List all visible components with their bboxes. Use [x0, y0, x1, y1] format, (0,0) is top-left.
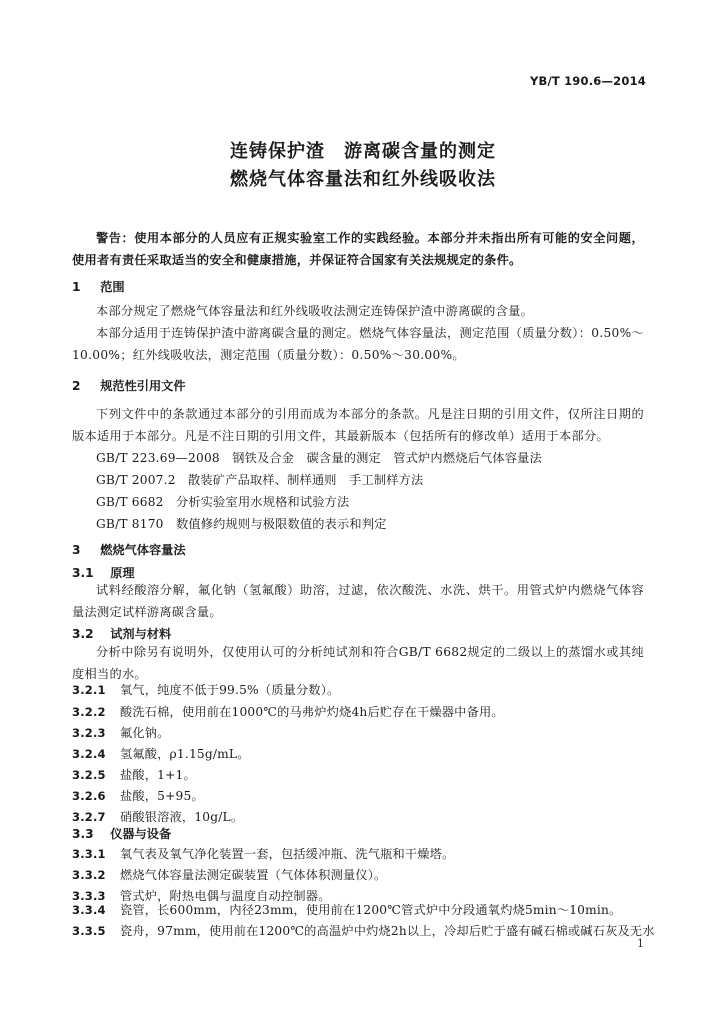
document-title-line-1: 连铸保护渣 游离碳含量的测定	[230, 141, 496, 162]
reagent-item	[72, 681, 339, 698]
reference-item: GB/T 8170 数值修约规则与极限数值的表示和判定	[96, 517, 387, 531]
subsection-number: 3.3	[72, 827, 94, 841]
item-number: 3.2.5	[72, 768, 106, 782]
item-text: 管式炉，附热电偶与温度自动控制器。	[120, 889, 331, 903]
section-number: 3	[72, 543, 81, 557]
section-number: 1	[72, 280, 81, 294]
item-number: 3.2.2	[72, 705, 106, 719]
reagent-item	[72, 787, 204, 804]
subsection-number: 3.1	[72, 566, 94, 580]
item-number: 3.2.6	[72, 789, 106, 803]
subsection-title: 原理	[110, 566, 135, 580]
item-text: 瓷管，长600mm，内径23mm，使用前在1200℃管式炉中分段通氧灼烧5min～10min。	[120, 903, 622, 917]
item-text: 氧气，纯度不低于99.5%（质量分数）。	[120, 683, 340, 697]
section-title: 燃烧气体容量法	[100, 543, 186, 557]
reagent-item	[72, 766, 196, 783]
scope-paragraph-1: 本部分规定了燃烧气体容量法和红外线吸收法测定连铸保护渣中游离碳的含量。	[96, 304, 534, 318]
item-text: 氢氟酸，ρ1.15g/mL。	[120, 747, 250, 761]
section-heading-1	[72, 278, 125, 295]
item-text: 盐酸，5+95。	[120, 789, 204, 803]
item-number: 3.3.4	[72, 903, 106, 917]
item-text: 瓷舟，97mm，使用前在1200℃的高温炉中灼烧2h以上，冷却后贮于盛有碱石棉或碱石灰及无水	[120, 924, 655, 938]
principle-paragraph: 试料经酸溶分解，氟化钠（氢氟酸）助溶，过滤，依次酸洗、水洗、烘干。用管式炉内燃烧气体容量法测定试样游离碳含量。	[72, 583, 644, 619]
item-text: 氧气表及氧气净化装置一套，包括缓冲瓶、洗气瓶和干燥塔。	[120, 847, 455, 861]
equipment-item	[72, 901, 621, 918]
item-number: 3.2.4	[72, 747, 106, 761]
references-intro-paragraph: 下列文件中的条款通过本部分的引用而成为本部分的条款。凡是注日期的引用文件，仅所注日期的版本适用于本部分。凡是不注日期的引用文件，其最新版本（包括所有的修改单）适用于本部分。	[72, 407, 644, 443]
item-number: 3.3.5	[72, 924, 106, 938]
page-number: 1	[637, 937, 644, 950]
item-number: 3.2.1	[72, 683, 106, 697]
reference-item: GB/T 6682 分析实验室用水规格和试验方法	[96, 495, 350, 509]
standard-number: YB/T 190.6—2014	[529, 74, 646, 88]
item-text: 硝酸银溶液，10g/L。	[120, 810, 244, 824]
subsection-title: 仪器与设备	[110, 827, 172, 841]
section-heading-3	[72, 541, 186, 558]
reagent-item	[72, 703, 504, 720]
item-text: 氟化钠。	[120, 726, 170, 740]
item-number: 3.3.2	[72, 868, 106, 882]
reference-item: GB/T 223.69—2008 钢铁及合金 碳含量的测定 管式炉内燃烧后气体容量法	[96, 451, 542, 465]
section-number: 2	[72, 379, 81, 393]
item-number: 3.2.7	[72, 810, 106, 824]
subsection-number: 3.2	[72, 627, 94, 641]
subsection-heading-3-3	[72, 825, 171, 842]
subsection-title: 试剂与材料	[110, 627, 172, 641]
reagent-item	[72, 724, 170, 741]
reagents-paragraph: 分析中除另有说明外，仅使用认可的分析纯试剂和符合GB/T 6682规定的二级以上的蒸馏水或其纯度相当的水。	[72, 645, 644, 681]
item-number: 3.2.3	[72, 726, 106, 740]
reagent-item	[72, 745, 250, 762]
item-text: 燃烧气体容量法测定碳装置（气体体积测量仪）。	[120, 868, 387, 882]
equipment-item	[72, 922, 655, 939]
item-number: 3.3.3	[72, 889, 106, 903]
warning-paragraph: 警告：使用本部分的人员应有正规实验室工作的实践经验。本部分并未指出所有可能的安全问题，使用者有责任采取适当的安全和健康措施，并保证符合国家有关法规规定的条件。	[72, 231, 644, 267]
item-text: 酸洗石棉，使用前在1000℃的马弗炉灼烧4h后贮存在干燥器中备用。	[120, 705, 504, 719]
section-title: 范围	[100, 280, 125, 294]
item-text: 盐酸，1+1。	[120, 768, 196, 782]
equipment-item	[72, 845, 454, 862]
reference-item: GB/T 2007.2 散装矿产品取样、制样通则 手工制样方法	[96, 473, 424, 487]
item-number: 3.3.1	[72, 847, 106, 861]
subsection-heading-3-2	[72, 625, 171, 642]
document-title-line-2: 燃烧气体容量法和红外线吸收法	[230, 169, 496, 190]
scope-paragraph-2: 本部分适用于连铸保护渣中游离碳含量的测定。燃烧气体容量法，测定范围（质量分数）：0.50%～10.00%；红外线吸收法，测定范围（质量分数）：0.50%～30.00%。	[72, 326, 644, 362]
section-title: 规范性引用文件	[100, 379, 186, 393]
section-heading-2	[72, 377, 186, 394]
reagent-item	[72, 808, 243, 825]
equipment-item	[72, 866, 386, 883]
